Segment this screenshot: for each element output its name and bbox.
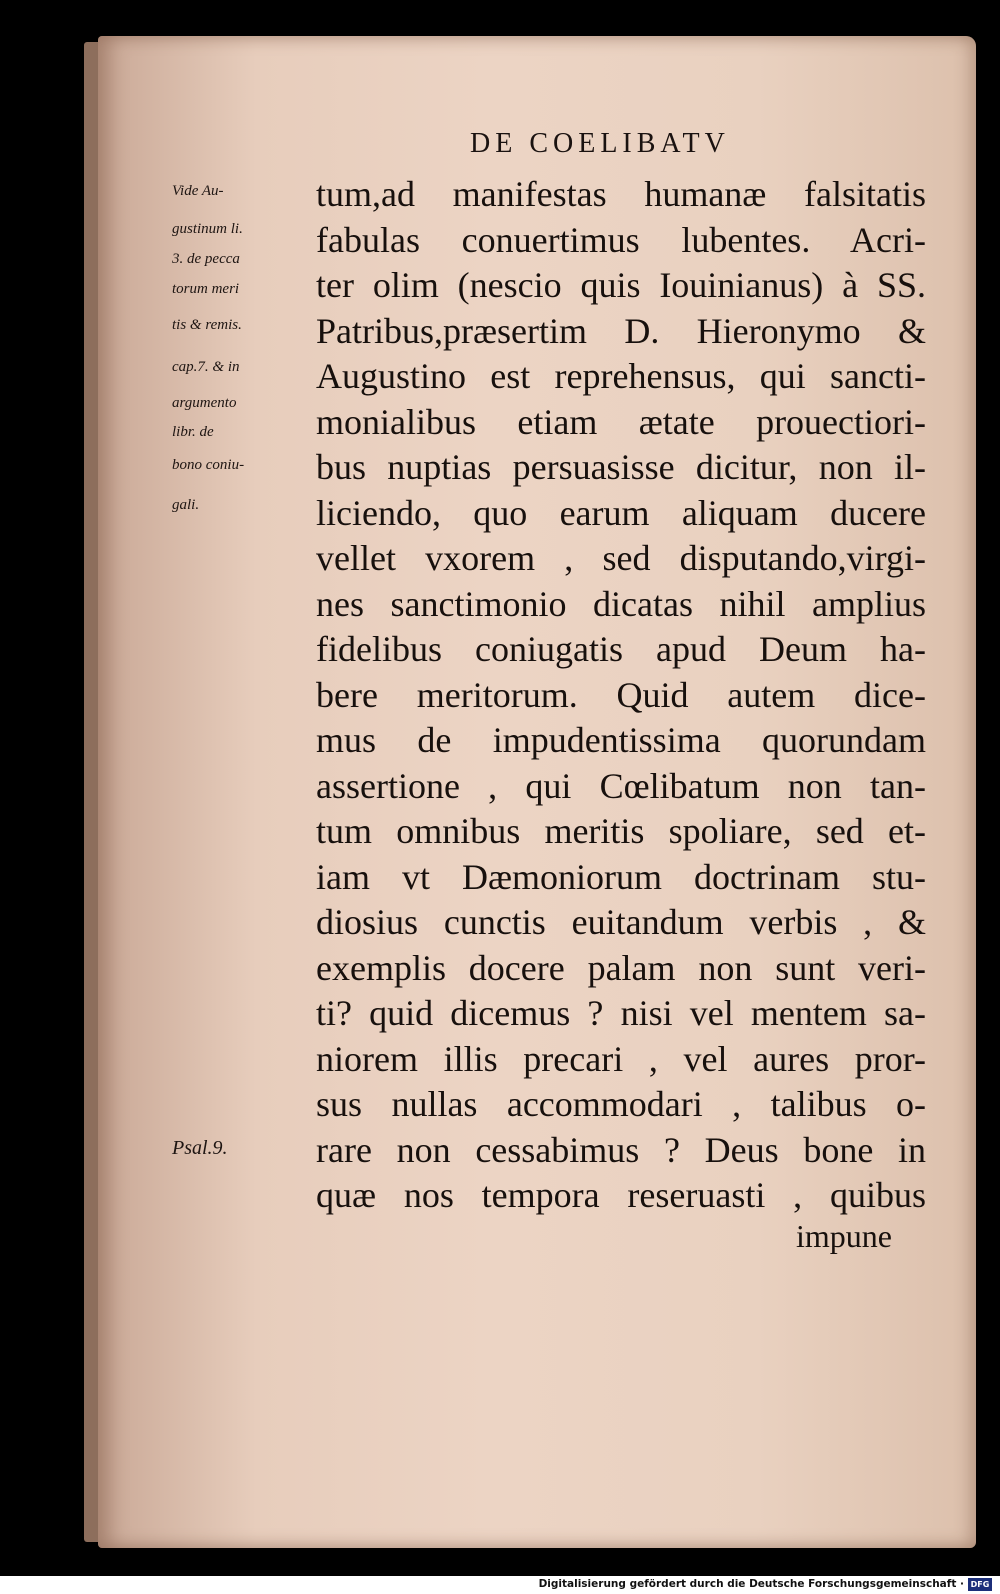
text-line: Augustino est reprehensus, qui sancti- (316, 356, 926, 396)
text-line: fidelibus coniugatis apud Deum ha- (316, 629, 926, 669)
dfg-logo: DFG (968, 1578, 992, 1591)
text-line: tum omnibus meritis spoliare, sed et- (316, 811, 926, 851)
margin-note: cap.7. & in (172, 359, 240, 375)
text-line: liciendo, quo earum aliquam ducere (316, 492, 926, 533)
text-line: diosius cunctis euitandum verbis , & (316, 902, 926, 942)
margin-note: libr. de (172, 424, 214, 440)
margin-note: 3. de pecca (172, 251, 240, 267)
margin-note: bono coniu- (172, 457, 245, 473)
running-head: DE COELIBATV (470, 128, 730, 159)
text-line: tum,ad manifestas humanæ falsitatis (316, 174, 926, 214)
text-line: iam vt Dæmoniorum doctrinam stu- (316, 856, 926, 897)
text-line: monialibus etiam ætate prouectiori- (316, 401, 926, 442)
text-line: Patribus,præsertim D. Hieronymo & (316, 310, 926, 351)
text-line: vellet vxorem , sed disputando,virgi- (316, 538, 926, 578)
margin-note: gali. (172, 497, 200, 513)
margin-note-psalm: Psal.9. (172, 1137, 228, 1159)
margin-note: gustinum li. (172, 221, 243, 237)
text-line: assertione , qui Cœlibatum non tan- (316, 765, 926, 806)
text-line: mus de impudentissima quorundam (316, 720, 926, 760)
body-text (316, 172, 926, 1219)
text-line: niorem illis precari , vel aures pror- (316, 1038, 926, 1079)
text-line: exemplis docere palam non sunt veri- (316, 947, 926, 988)
margin-note: Vide Au- (172, 183, 224, 199)
text-line: sus nullas accommodari , talibus o- (316, 1084, 926, 1124)
text-line: nes sanctimonio dicatas nihil amplius (316, 583, 926, 624)
text-line: bere meritorum. Quid autem dice- (316, 674, 926, 715)
margin-note: argumento (172, 395, 237, 411)
margin-note: torum meri (172, 281, 240, 297)
text-line: bus nuptias persuasisse dicitur, non il- (316, 447, 926, 487)
margin-note: tis & remis. (172, 317, 242, 333)
text-line: ter olim (nescio quis Iouinianus) à SS. (316, 265, 926, 305)
text-line: rare non cessabimus ? Deus bone in (316, 1129, 926, 1170)
text-line: ti? quid dicemus ? nisi vel mentem sa- (316, 993, 926, 1033)
text-line: fabulas conuertimus lubentes. Acri- (316, 219, 926, 260)
catchword: impune (796, 1218, 892, 1254)
text-line: quæ nos tempora reseruasti , quibus (316, 1175, 926, 1215)
funding-credit: Digitalisierung gefördert durch die Deutsche Forschungsgemeinschaft · (538, 1578, 964, 1590)
